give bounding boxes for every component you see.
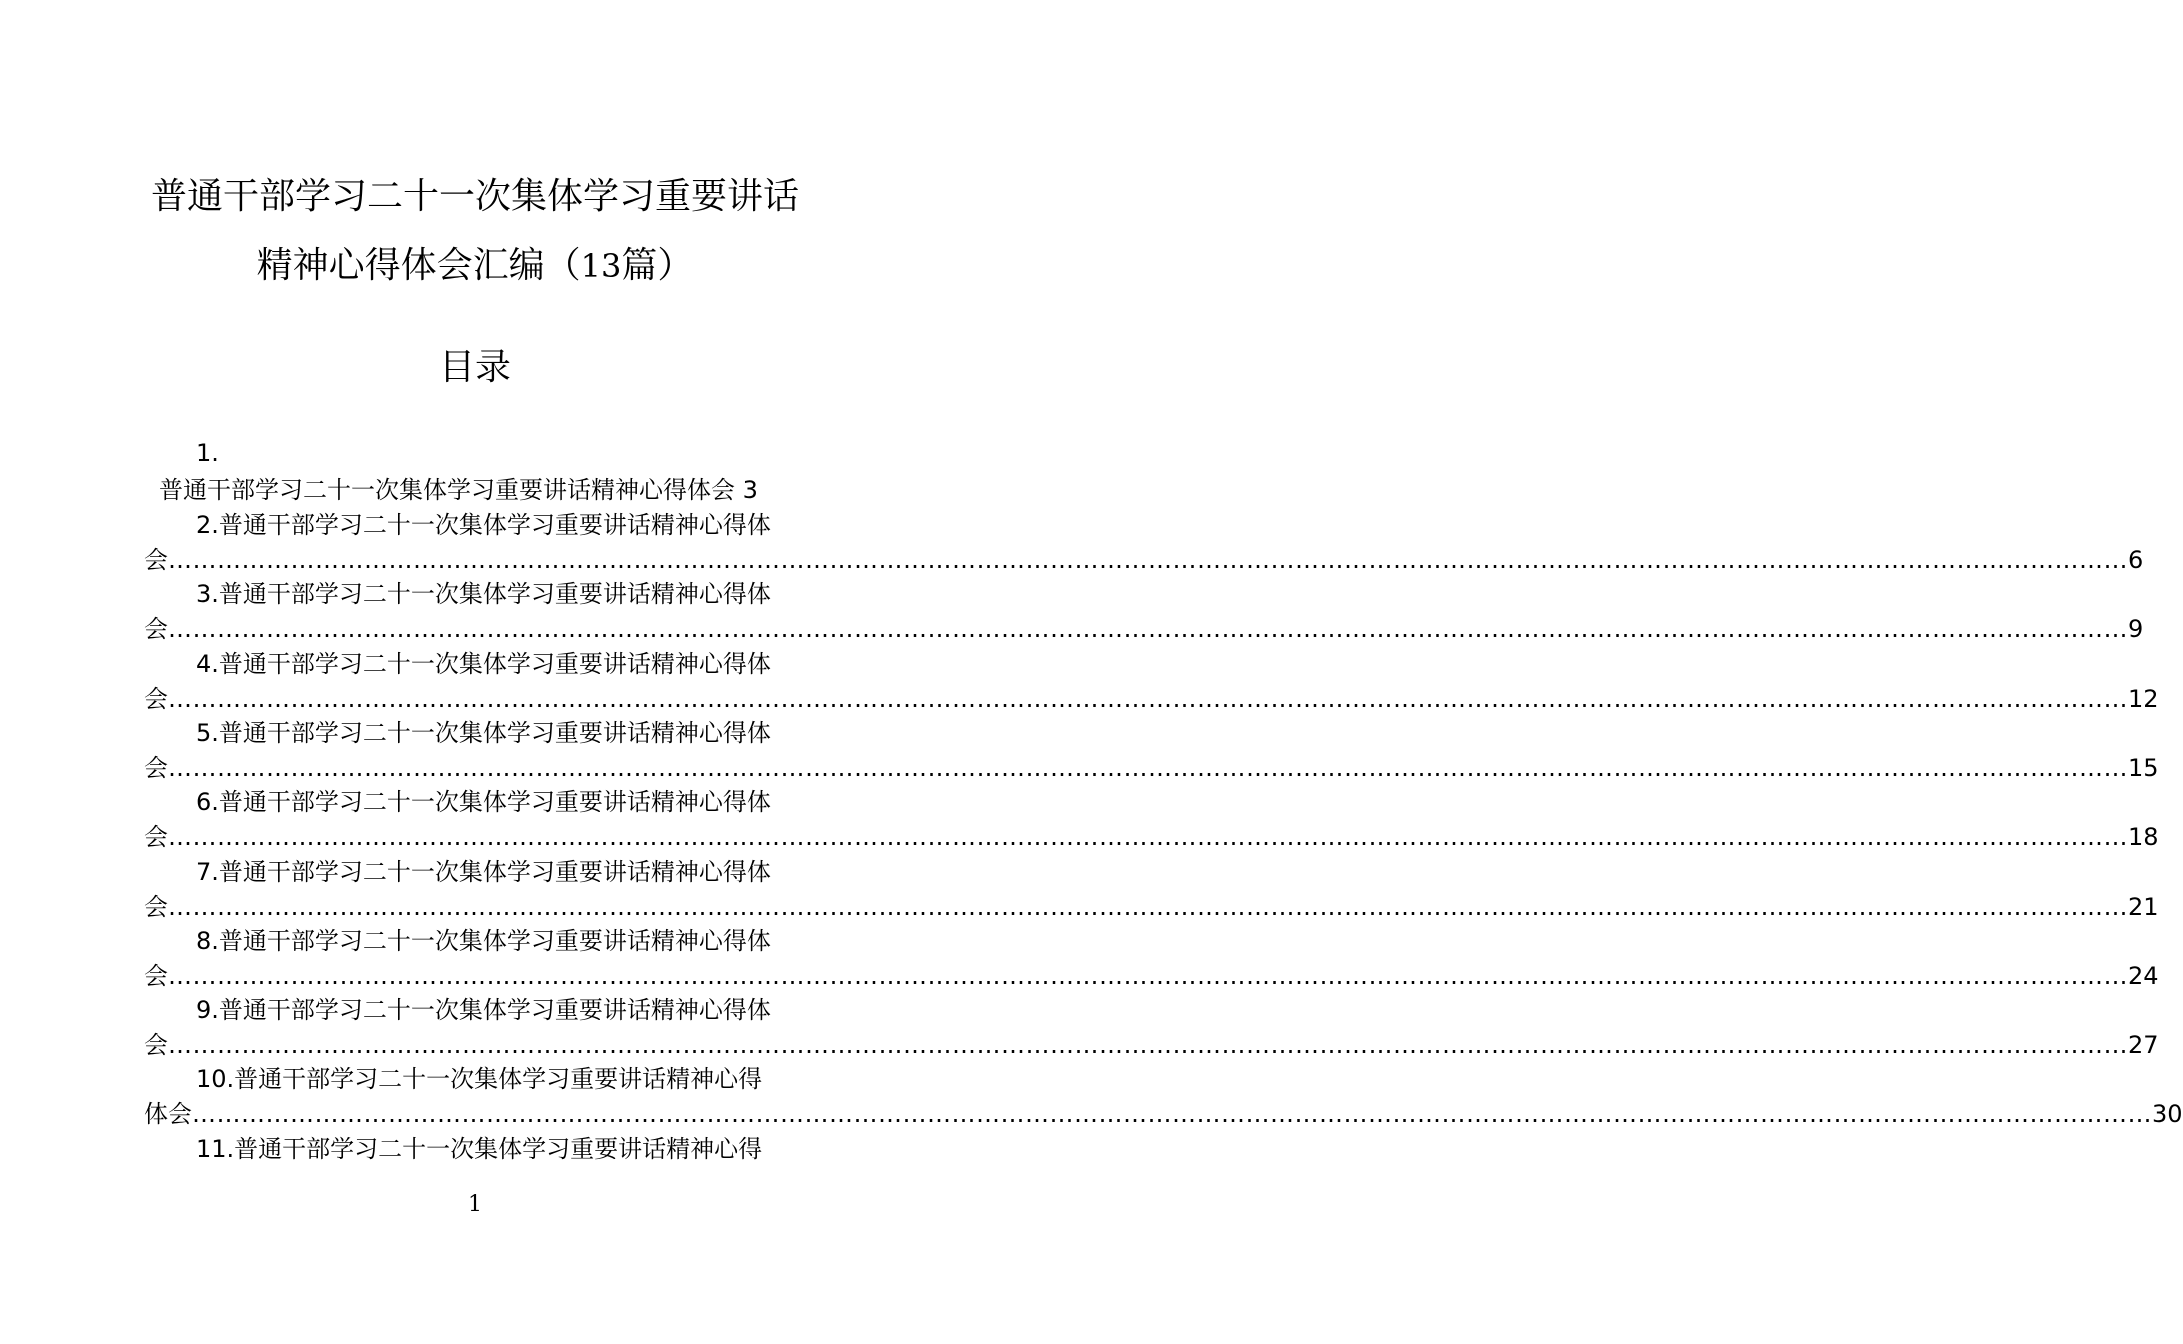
toc-entry-9-title[interactable]: 9.普通干部学习二十一次集体学习重要讲话精神心得体 — [196, 996, 771, 1024]
toc-page-number: 15 — [2128, 754, 2159, 782]
toc-leader-dots: …………………………………………………………………………………………………………………………………………………………………………………………………………………… — [168, 1031, 2128, 1059]
toc-page-number: 9 — [2128, 615, 2144, 643]
toc-entry-8-continuation[interactable] — [144, 959, 2159, 993]
toc-entry-tail: 会 — [144, 823, 168, 851]
toc-entry-5-title[interactable]: 5.普通干部学习二十一次集体学习重要讲话精神心得体 — [196, 719, 771, 747]
toc-page-number: 21 — [2128, 893, 2159, 921]
toc-page-number: 18 — [2128, 823, 2159, 851]
toc-leader-dots: …………………………………………………………………………………………………………………………………………………………………………………………………………………… — [168, 615, 2128, 643]
toc-entry-4-continuation[interactable] — [144, 682, 2159, 716]
toc-leader-dots: …………………………………………………………………………………………………………………………………………………………………………………………………………………… — [168, 546, 2128, 574]
toc-entry-tail: 会 — [144, 893, 168, 921]
toc-entry-8-title[interactable]: 8.普通干部学习二十一次集体学习重要讲话精神心得体 — [196, 927, 771, 955]
toc-leader-dots: …………………………………………………………………………………………………………………………………………………………………………………………………………………… — [168, 823, 2128, 851]
toc-entry-6-title[interactable]: 6.普通干部学习二十一次集体学习重要讲话精神心得体 — [196, 788, 771, 816]
toc-entry-tail: 会 — [144, 962, 168, 990]
toc-entry-11-text[interactable]: 11.普通干部学习二十一次集体学习重要讲话精神心得 — [196, 1135, 763, 1163]
toc-page-number: 12 — [2128, 685, 2159, 713]
toc-entry-10-title[interactable]: 10.普通干部学习二十一次集体学习重要讲话精神心得 — [196, 1065, 763, 1093]
toc-heading: 目录 — [438, 347, 511, 388]
toc-entry-7-title[interactable]: 7.普通干部学习二十一次集体学习重要讲话精神心得体 — [196, 858, 771, 886]
toc-entry-1-text[interactable]: 普通干部学习二十一次集体学习重要讲话精神心得体会 3 — [159, 476, 758, 504]
toc-entry-1-number[interactable]: 1. — [196, 439, 219, 467]
toc-entry-2-continuation[interactable] — [144, 543, 2144, 577]
toc-entry-9-continuation[interactable] — [144, 1028, 2159, 1062]
title-suffix: 篇） — [621, 245, 694, 286]
toc-entry-10-continuation[interactable] — [144, 1097, 2183, 1131]
toc-leader-dots: …………………………………………………………………………………………………………………………………………………………………………………………………………………… — [168, 754, 2128, 782]
toc-entry-2-title[interactable]: 2.普通干部学习二十一次集体学习重要讲话精神心得体 — [196, 511, 771, 539]
toc-page-number: 6 — [2128, 546, 2144, 574]
title-article-count: 13 — [580, 247, 622, 285]
toc-page-number: 30 — [2152, 1100, 2183, 1128]
document-title-line-2 — [0, 244, 950, 288]
toc-leader-dots: …………………………………………………………………………………………………………………………………………………………………………………………………………………… — [168, 893, 2128, 921]
toc-entry-tail: 会 — [144, 615, 168, 643]
toc-page-number: 27 — [2128, 1031, 2159, 1059]
toc-leader-dots: …………………………………………………………………………………………………………………………………………………………………………………………………………………… — [192, 1100, 2152, 1128]
toc-entry-tail: 会 — [144, 546, 168, 574]
toc-leader-dots: …………………………………………………………………………………………………………………………………………………………………………………………………………………… — [168, 962, 2128, 990]
toc-entry-5-continuation[interactable] — [144, 751, 2159, 785]
toc-entry-3-continuation[interactable] — [144, 612, 2144, 646]
page-number: 1 — [468, 1192, 482, 1217]
toc-leader-dots: …………………………………………………………………………………………………………………………………………………………………………………………………………………… — [168, 685, 2128, 713]
toc-entry-tail: 会 — [144, 1031, 168, 1059]
toc-entry-tail: 体会 — [144, 1100, 192, 1128]
toc-entry-4-title[interactable]: 4.普通干部学习二十一次集体学习重要讲话精神心得体 — [196, 650, 771, 678]
toc-entry-tail: 会 — [144, 685, 168, 713]
toc-entry-7-continuation[interactable] — [144, 890, 2159, 924]
toc-entry-3-title[interactable]: 3.普通干部学习二十一次集体学习重要讲话精神心得体 — [196, 580, 771, 608]
toc-entry-6-continuation[interactable] — [144, 820, 2159, 854]
document-title-line-1: 普通干部学习二十一次集体学习重要讲话 — [150, 176, 799, 217]
toc-page-number: 24 — [2128, 962, 2159, 990]
title-prefix: 精神心得体会汇编（ — [256, 245, 581, 286]
toc-entry-tail: 会 — [144, 754, 168, 782]
